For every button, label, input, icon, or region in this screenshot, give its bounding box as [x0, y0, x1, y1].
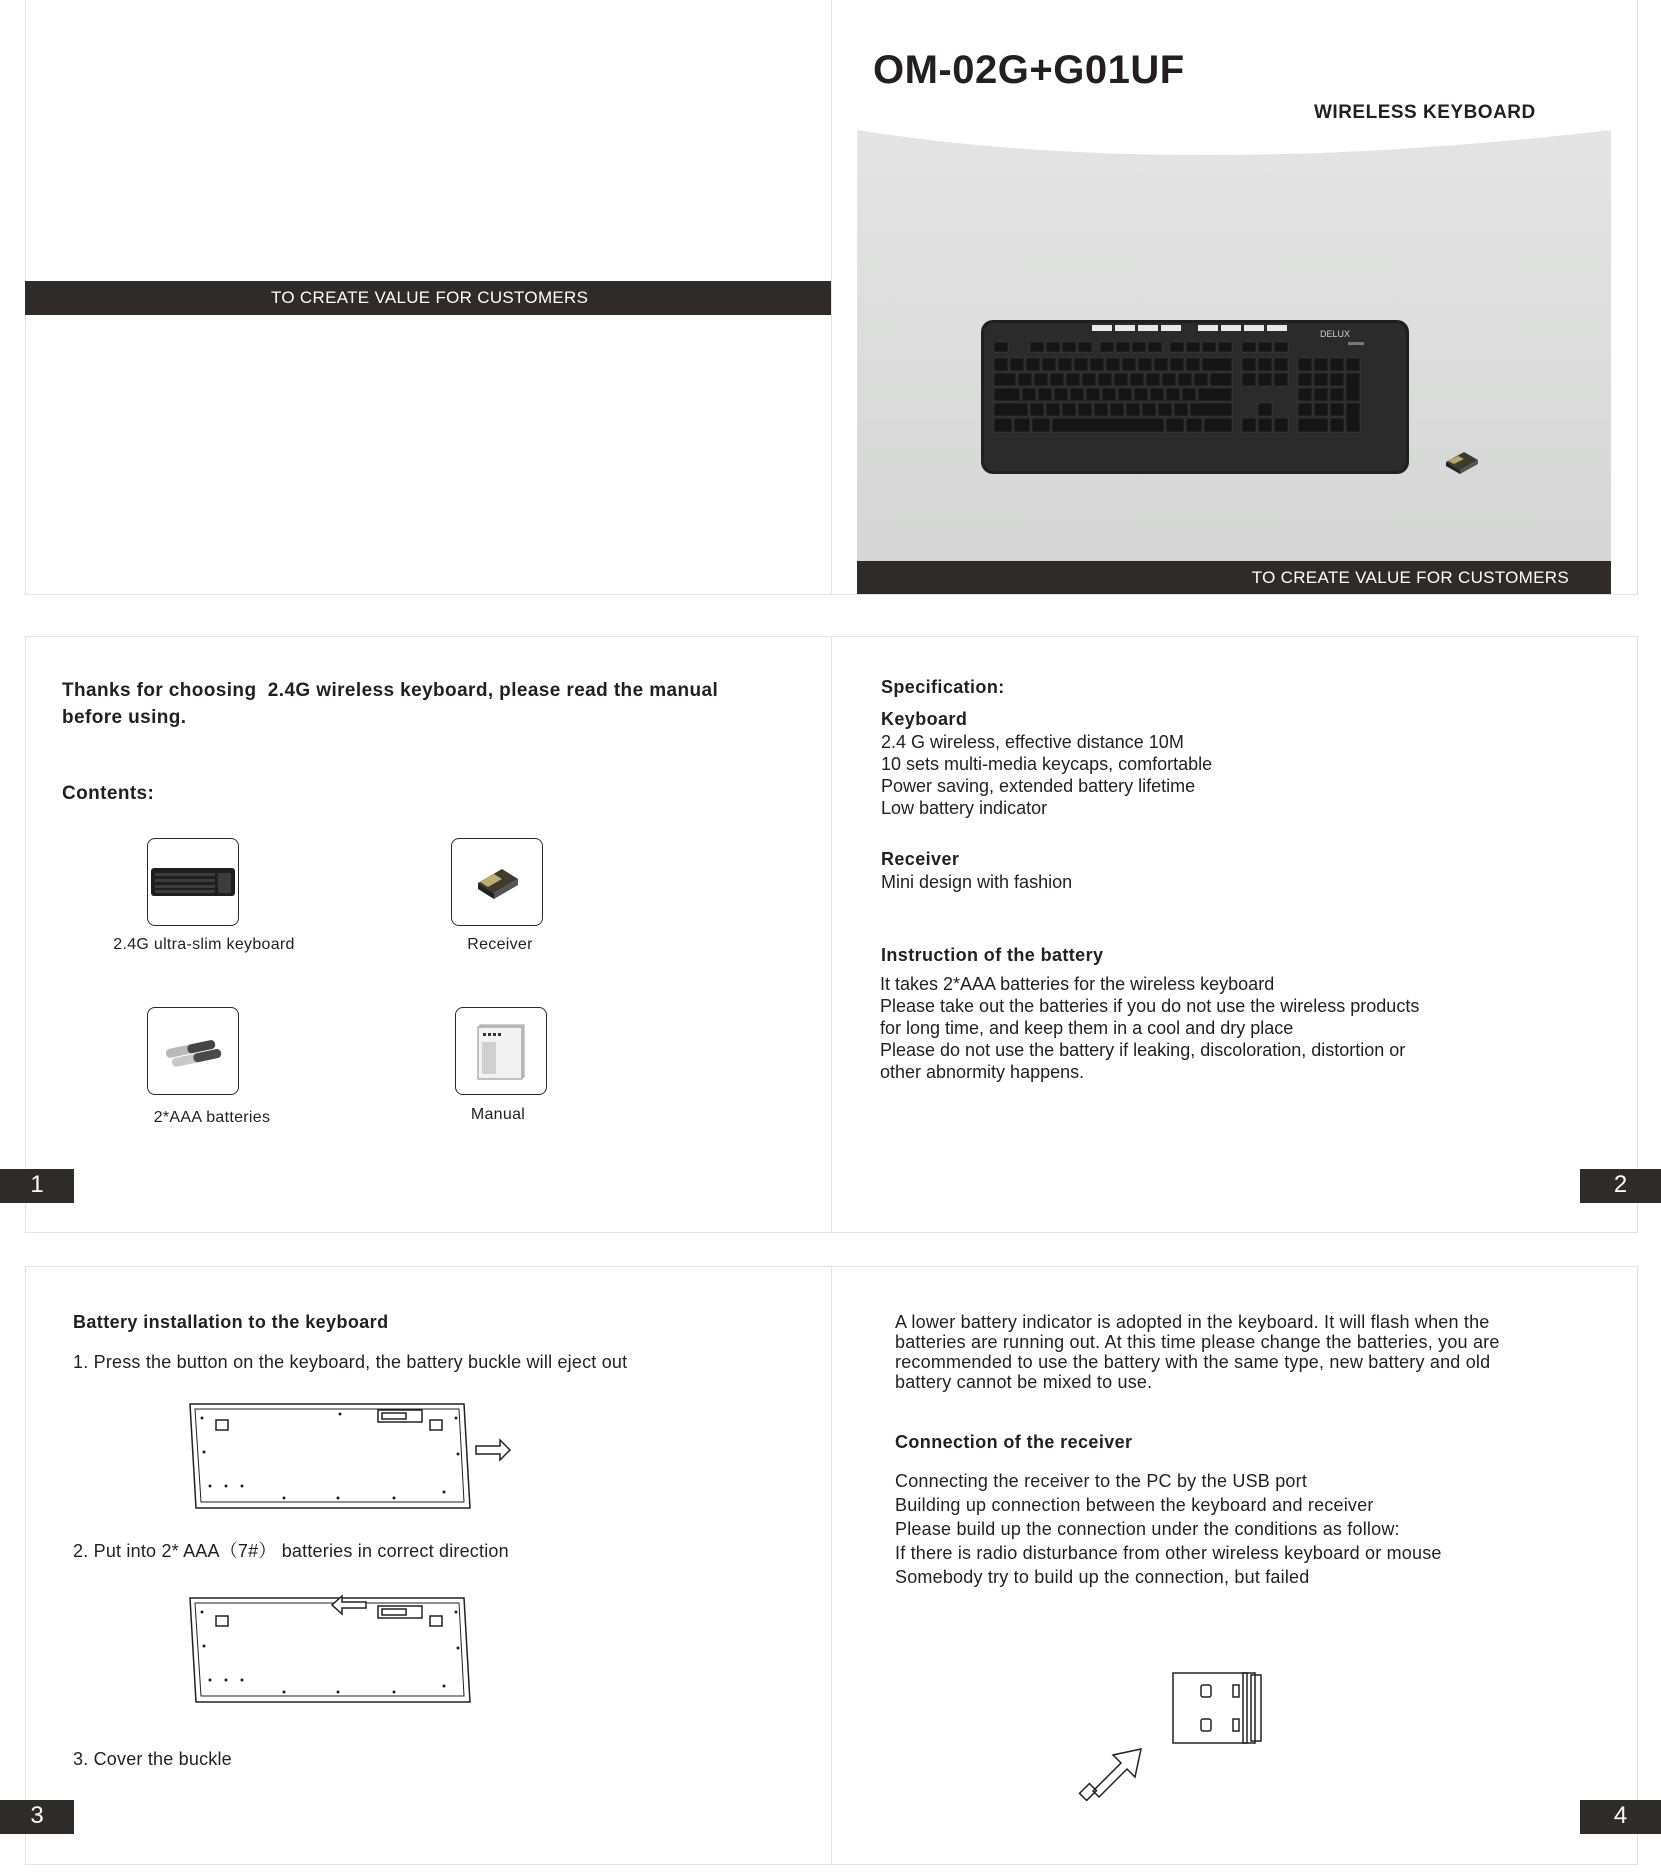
- batteries-item: [147, 1007, 239, 1095]
- slogan-bar-right: [857, 561, 1611, 594]
- spec-heading: Specification:: [881, 677, 1005, 697]
- connection-line: Please build up the connection under the conditions as follow:: [895, 1519, 1400, 1539]
- receiver-photo: [1442, 448, 1480, 476]
- spread-fold-1-2: [831, 636, 832, 1232]
- manual-icon: [456, 1008, 546, 1094]
- batteries-icon: [148, 1008, 238, 1094]
- slogan-bar-left: [25, 281, 831, 315]
- product-subtitle: WIRELESS KEYBOARD: [1314, 102, 1536, 123]
- keyboard-spec-list: [881, 731, 1212, 819]
- page-number-3: 3: [0, 1800, 74, 1834]
- battery-line: other abnormity happens.: [880, 1062, 1085, 1082]
- intro-line-2: before using.: [62, 707, 187, 728]
- keyboard-label: 2.4G ultra-slim keyboard: [113, 936, 295, 953]
- keyboard-photo: [980, 318, 1410, 478]
- connection-list: [895, 1469, 1442, 1589]
- battery-line: Please take out the batteries if you do not use the wireless products: [880, 996, 1420, 1016]
- keyboard-spec-item: Low battery indicator: [881, 798, 1048, 818]
- indicator-line: recommended to use the battery with the same type, new battery and old: [895, 1352, 1491, 1372]
- slogan-right: TO CREATE VALUE FOR CUSTOMERS: [1251, 567, 1569, 587]
- receiver-icon: [452, 839, 542, 925]
- keyboard-bottom-diagram-2: [188, 1592, 478, 1708]
- intro-text: [62, 677, 718, 731]
- battery-line: Please do not use the battery if leaking, discoloration, distortion or: [880, 1040, 1406, 1060]
- battery-instructions: [880, 973, 1419, 1083]
- batteries-label: 2*AAA batteries: [153, 1109, 271, 1126]
- keyboard-spec-item: Power saving, extended battery lifetime: [881, 776, 1196, 796]
- receiver-usb-diagram: [1075, 1665, 1275, 1801]
- keyboard-spec-item: 10 sets multi-media keycaps, comfortable: [881, 754, 1213, 774]
- indicator-paragraph: [895, 1312, 1500, 1392]
- connection-line: Connecting the receiver to the PC by the USB port: [895, 1471, 1308, 1491]
- receiver-item: [451, 838, 543, 926]
- receiver-spec-list: [881, 871, 1072, 893]
- brand-logo: DELUX: [1320, 329, 1351, 339]
- page-number-2: 2: [1580, 1169, 1661, 1203]
- keyboard-heading: Keyboard: [881, 709, 968, 729]
- battery-line: for long time, and keep them in a cool and dry place: [880, 1018, 1294, 1038]
- receiver-spec-item: Mini design with fashion: [881, 872, 1073, 892]
- page-number-1: 1: [0, 1169, 74, 1203]
- step-2: 2. Put into 2* AAA（7#） batteries in correct direction: [73, 1541, 509, 1561]
- contents-heading: Contents:: [62, 783, 155, 804]
- keyboard-item: [147, 838, 239, 926]
- manual-item: [455, 1007, 547, 1095]
- keyboard-spec-item: 2.4 G wireless, effective distance 10M: [881, 732, 1184, 752]
- slogan-left: TO CREATE VALUE FOR CUSTOMERS: [271, 288, 589, 307]
- step-1: 1. Press the button on the keyboard, the battery buckle will eject out: [73, 1352, 628, 1372]
- indicator-line: A lower battery indicator is adopted in the keyboard. It will flash when the: [895, 1312, 1490, 1332]
- manual-label: Manual: [470, 1106, 526, 1123]
- model-title: OM-02G+G01UF: [873, 48, 1185, 92]
- connection-line: Somebody try to build up the connection, but failed: [895, 1567, 1310, 1587]
- receiver-heading: Receiver: [881, 849, 960, 869]
- battery-heading: Instruction of the battery: [881, 945, 1104, 965]
- battery-line: It takes 2*AAA batteries for the wireless keyboard: [880, 974, 1275, 994]
- indicator-line: battery cannot be mixed to use.: [895, 1372, 1153, 1392]
- battery-install-heading: Battery installation to the keyboard: [73, 1312, 389, 1332]
- cover-fold: [831, 0, 832, 594]
- page-number-4: 4: [1580, 1800, 1661, 1834]
- indicator-line: batteries are running out. At this time please change the batteries, you are: [895, 1332, 1500, 1352]
- connection-heading: Connection of the receiver: [895, 1432, 1133, 1452]
- step-3: 3. Cover the buckle: [73, 1749, 232, 1769]
- intro-line-1: Thanks for choosing 2.4G wireless keyboard, please read the manual: [62, 680, 719, 701]
- keyboard-bottom-diagram-1: [188, 1400, 518, 1516]
- connection-line: Building up connection between the keyboard and receiver: [895, 1495, 1374, 1515]
- connection-line: If there is radio disturbance from other wireless keyboard or mouse: [895, 1543, 1442, 1563]
- keyboard-icon: [148, 839, 238, 925]
- spread-fold-3-4: [831, 1266, 832, 1864]
- receiver-label: Receiver: [467, 936, 533, 953]
